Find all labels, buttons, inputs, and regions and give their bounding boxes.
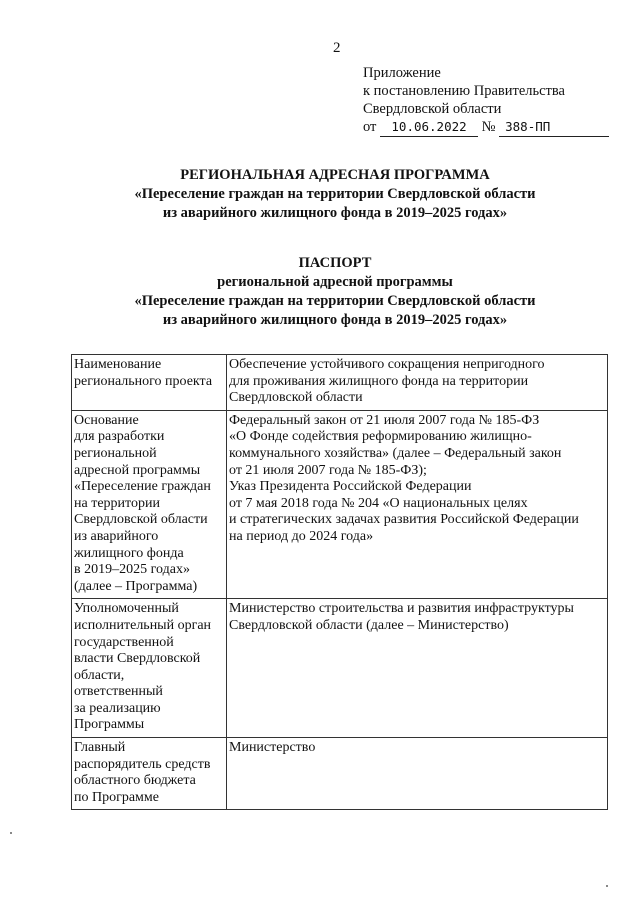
resolution-date: 10.06.2022 <box>380 118 478 137</box>
row-label-line: жилищного фонда <box>74 545 184 561</box>
passport-title-line: региональной адресной программы <box>217 274 453 290</box>
row-label-line: адресной программы <box>74 462 201 478</box>
passport-title-line: из аварийного жилищного фонда в 2019–2025 годах» <box>162 312 508 328</box>
row-label-line: области, <box>74 667 125 683</box>
date-prefix: от <box>363 119 377 135</box>
row-label-line: распорядитель средств <box>74 756 211 772</box>
row-label-line: в 2019–2025 годах» <box>74 562 190 578</box>
row-label-line: Главный <box>74 740 126 756</box>
row-label-line: Программы <box>74 717 145 733</box>
row-label-line: регионального проекта <box>74 373 213 389</box>
table-row <box>72 599 608 738</box>
row-label-line: Свердловской области <box>74 512 208 528</box>
row-label-line: ответственный <box>74 684 163 700</box>
table-row <box>72 410 608 599</box>
program-title-line: РЕГИОНАЛЬНАЯ АДРЕСНАЯ ПРОГРАММА <box>180 167 490 183</box>
program-title <box>60 166 610 223</box>
row-label-line: за реализацию <box>74 700 161 716</box>
row-value-line: для проживания жилищного фонда на территории <box>229 373 529 389</box>
row-value-line: Обеспечение устойчивого сокращения непригодного <box>229 357 545 372</box>
row-label-line: Уполномоченный <box>74 601 179 617</box>
row-value-line: на период до 2024 года» <box>229 528 374 544</box>
row-label-line: областного бюджета <box>74 773 196 789</box>
scan-speck <box>606 885 608 887</box>
table-row <box>72 355 608 411</box>
row-label-line: Основание <box>74 412 139 428</box>
scan-speck <box>10 832 12 834</box>
page-number: 2 <box>333 40 341 56</box>
row-value-line: коммунального хозяйства» (далее – Федеральный закон <box>229 445 562 461</box>
appendix-block <box>363 64 609 137</box>
row-label-line: по Программе <box>74 789 159 805</box>
program-title-line: «Переселение граждан на территории Свердловской области <box>134 186 536 202</box>
row-label-line: из аварийного <box>74 528 159 544</box>
row-label-line: для разработки <box>74 429 165 445</box>
row-label-line: Наименование <box>74 357 162 372</box>
row-value-line: Свердловской области <box>229 390 363 406</box>
row-value-line: от 21 июля 2007 года № 185-ФЗ); <box>229 462 427 478</box>
program-title-line: из аварийного жилищного фонда в 2019–2025 годах» <box>162 205 508 221</box>
passport-table <box>71 354 608 810</box>
appendix-line: Приложение <box>363 65 441 81</box>
row-value-line: Министерство строительства и развития инфраструктуры <box>229 601 574 617</box>
appendix-line: Свердловской области <box>363 101 502 117</box>
resolution-number: 388-ПП <box>499 118 609 137</box>
row-value-line: Свердловской области (далее – Министерство) <box>229 617 509 633</box>
row-label-line: «Переселение граждан <box>74 479 211 495</box>
row-label-line: региональной <box>74 445 157 461</box>
number-prefix: № <box>481 119 496 135</box>
row-label-cell <box>72 410 227 599</box>
row-label-line: (далее – Программа) <box>74 578 198 594</box>
row-value-cell <box>227 599 608 738</box>
appendix-date-number-line <box>363 118 609 137</box>
row-value-cell <box>227 355 608 411</box>
row-label-line: власти Свердловской <box>74 651 201 667</box>
passport-title <box>60 254 610 330</box>
row-value-cell <box>227 738 608 810</box>
row-value-line: Федеральный закон от 21 июля 2007 года № 185-ФЗ <box>229 412 540 428</box>
row-label-cell <box>72 599 227 738</box>
row-value-line: от 7 мая 2018 года № 204 «О национальных целях <box>229 495 528 511</box>
passport-title-line: «Переселение граждан на территории Свердловской области <box>134 293 536 309</box>
row-label-cell <box>72 355 227 411</box>
row-label-line: на территории <box>74 495 160 511</box>
table-row <box>72 738 608 810</box>
row-value-line: Указ Президента Российской Федерации <box>229 479 472 495</box>
row-label-cell <box>72 738 227 810</box>
row-value-cell <box>227 410 608 599</box>
row-value-line: и стратегических задачах развития Российской Федерации <box>229 512 579 528</box>
row-label-line: государственной <box>74 634 174 650</box>
row-value-line: Министерство <box>229 740 316 756</box>
appendix-line: к постановлению Правительства <box>363 83 565 99</box>
row-label-line: исполнительный орган <box>74 617 212 633</box>
passport-title-line: ПАСПОРТ <box>298 255 372 271</box>
row-value-line: «О Фонде содействия реформированию жилищно- <box>229 429 532 445</box>
